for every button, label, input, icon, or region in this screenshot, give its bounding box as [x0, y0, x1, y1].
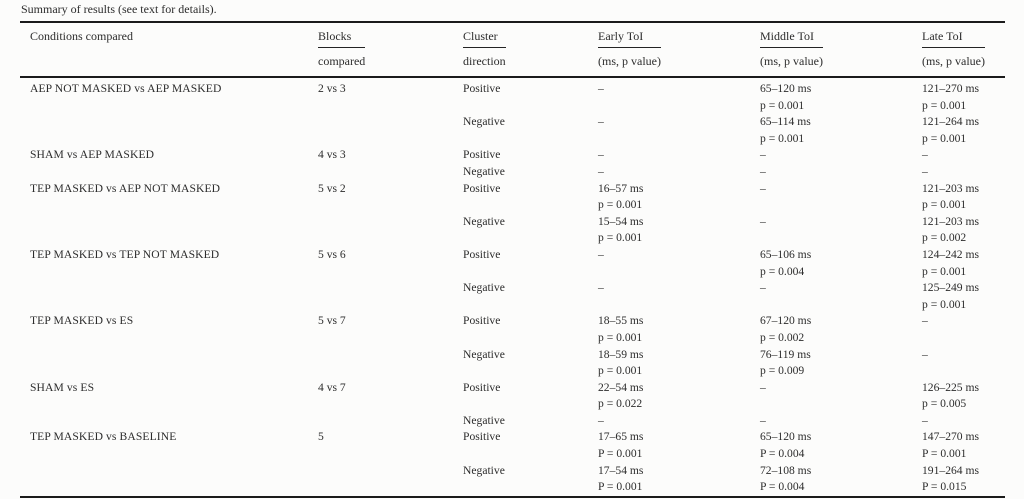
cell-line: 5 vs 2: [318, 181, 346, 195]
cell-line: p = 0.002: [760, 330, 805, 344]
table-row: [20, 181, 1005, 214]
cell-line: 17–54 ms: [598, 463, 644, 477]
late-toi-cell: [922, 347, 1005, 380]
cell-line: p = 0.001: [922, 98, 967, 112]
middle-toi-cell: [760, 164, 922, 181]
early-toi-cell: [598, 380, 760, 413]
blocks-cell: [318, 247, 463, 280]
middle-toi-cell: [760, 247, 922, 280]
condition-cell: [20, 214, 318, 247]
cell-line: Positive: [463, 430, 501, 444]
cell-line: p = 0.001: [922, 264, 967, 278]
late-toi-cell: [922, 164, 1005, 181]
middle-toi-cell: [760, 313, 922, 346]
middle-toi-cell: [760, 280, 922, 313]
late-toi-cell: [922, 313, 1005, 346]
cell-line: 4 vs 7: [318, 380, 346, 394]
table-row: [20, 313, 1005, 346]
cell-line: 17–65 ms: [598, 430, 644, 444]
condition-cell: [20, 181, 318, 214]
early-toi-cell: [598, 313, 760, 346]
cell-line: p = 0.009: [760, 364, 805, 378]
table-header: [20, 22, 1005, 77]
blocks-cell: [318, 77, 463, 114]
blocks-cell: [318, 313, 463, 346]
direction-cell: [463, 247, 598, 280]
cell-line: –: [598, 281, 604, 295]
cell-line: –: [760, 148, 766, 162]
results-table: [20, 21, 1005, 498]
table-row: [20, 280, 1005, 313]
table-row: [20, 413, 1005, 430]
condition-cell: [20, 247, 318, 280]
cell-line: Negative: [463, 115, 505, 129]
direction-cell: [463, 114, 598, 147]
late-toi-cell: [922, 380, 1005, 413]
header-cluster-direction: [463, 22, 598, 77]
cell-line: 5 vs 6: [318, 247, 346, 261]
direction-cell: [463, 413, 598, 430]
cell-line: 65–114 ms: [760, 115, 811, 129]
cell-line: 121–203 ms: [922, 181, 980, 195]
condition-cell: [20, 463, 318, 497]
cell-line: –: [760, 380, 766, 394]
middle-toi-cell: [760, 347, 922, 380]
condition-cell: [20, 280, 318, 313]
cell-line: –: [598, 247, 604, 261]
direction-cell: [463, 214, 598, 247]
late-toi-cell: [922, 413, 1005, 430]
early-toi-cell: [598, 164, 760, 181]
table-row: [20, 77, 1005, 114]
cell-line: 4 vs 3: [318, 148, 346, 162]
cell-line: p = 0.001: [598, 330, 643, 344]
cell-line: 22–54 ms: [598, 380, 644, 394]
header-late-toi: [922, 22, 1005, 77]
cell-line: Positive: [463, 148, 501, 162]
direction-cell: [463, 463, 598, 497]
cell-line: 72–108 ms: [760, 463, 812, 477]
header-early-toi: [598, 22, 760, 77]
cell-line: –: [760, 181, 766, 195]
cell-line: p = 0.022: [598, 397, 643, 411]
cell-line: 124–242 ms: [922, 247, 980, 261]
blocks-cell: [318, 280, 463, 313]
table-row: [20, 463, 1005, 497]
blocks-cell: [318, 114, 463, 147]
blocks-cell: [318, 164, 463, 181]
late-toi-cell: [922, 280, 1005, 313]
cell-line: P = 0.004: [760, 447, 805, 461]
cell-line: –: [760, 413, 766, 427]
late-toi-cell: [922, 147, 1005, 164]
condition-cell: [20, 147, 318, 164]
blocks-cell: [318, 429, 463, 462]
middle-toi-cell: [760, 413, 922, 430]
cell-line: Positive: [463, 380, 501, 394]
early-toi-cell: [598, 347, 760, 380]
direction-cell: [463, 77, 598, 114]
blocks-cell: [318, 181, 463, 214]
middle-toi-cell: [760, 181, 922, 214]
cell-line: p = 0.001: [760, 98, 805, 112]
table-caption: Summary of results (see text for details).: [21, 2, 217, 16]
cell-line: 125–249 ms: [922, 281, 980, 295]
header-early-line1: Early ToI: [598, 29, 661, 48]
header-middle-line1: Middle ToI: [760, 29, 823, 48]
condition-cell: [20, 313, 318, 346]
cell-line: p = 0.001: [760, 131, 805, 145]
cell-line: SHAM vs AEP MASKED: [30, 148, 155, 162]
cell-line: 191–264 ms: [922, 463, 980, 477]
cell-line: p = 0.001: [922, 297, 967, 311]
middle-toi-cell: [760, 147, 922, 164]
cell-line: TEP MASKED vs AEP NOT MASKED: [30, 181, 221, 195]
cell-line: SHAM vs ES: [30, 380, 95, 394]
header-middle-line2: (ms, p value): [760, 54, 823, 68]
middle-toi-cell: [760, 114, 922, 147]
cell-line: p = 0.001: [598, 231, 643, 245]
cell-line: Negative: [463, 413, 505, 427]
cell-line: –: [922, 164, 928, 178]
direction-cell: [463, 347, 598, 380]
cell-line: Positive: [463, 247, 501, 261]
cell-line: 121–203 ms: [922, 214, 980, 228]
cell-line: Negative: [463, 463, 505, 477]
condition-cell: [20, 77, 318, 114]
table-row: [20, 247, 1005, 280]
header-conditions-label: Conditions compared: [30, 29, 133, 43]
cell-line: p = 0.001: [598, 364, 643, 378]
table-row: [20, 114, 1005, 147]
cell-line: –: [598, 82, 604, 95]
header-conditions-compared: [20, 22, 318, 77]
blocks-cell: [318, 413, 463, 430]
table-row: [20, 147, 1005, 164]
condition-cell: [20, 380, 318, 413]
cell-line: 65–120 ms: [760, 430, 812, 444]
table-row: [20, 214, 1005, 247]
direction-cell: [463, 181, 598, 214]
early-toi-cell: [598, 429, 760, 462]
table-row: [20, 380, 1005, 413]
condition-cell: [20, 114, 318, 147]
cell-line: 65–106 ms: [760, 247, 812, 261]
cell-line: Negative: [463, 281, 505, 295]
header-blocks-line1: Blocks: [318, 29, 365, 48]
header-blocks-line2: compared: [318, 54, 366, 68]
middle-toi-cell: [760, 463, 922, 497]
late-toi-cell: [922, 247, 1005, 280]
early-toi-cell: [598, 147, 760, 164]
direction-cell: [463, 164, 598, 181]
cell-line: P = 0.001: [922, 447, 967, 461]
cell-line: –: [598, 413, 604, 427]
blocks-cell: [318, 347, 463, 380]
cell-line: p = 0.001: [598, 198, 643, 212]
cell-line: Negative: [463, 347, 505, 361]
late-toi-cell: [922, 429, 1005, 462]
middle-toi-cell: [760, 214, 922, 247]
cell-line: –: [922, 413, 928, 427]
condition-cell: [20, 347, 318, 380]
header-cluster-line1: Cluster: [463, 29, 506, 48]
cell-line: p = 0.005: [922, 397, 967, 411]
middle-toi-cell: [760, 380, 922, 413]
cell-line: –: [598, 115, 604, 129]
header-late-line1: Late ToI: [922, 29, 985, 48]
cell-line: Positive: [463, 82, 501, 95]
table-row: [20, 347, 1005, 380]
middle-toi-cell: [760, 77, 922, 114]
header-blocks-compared: [318, 22, 463, 77]
late-toi-cell: [922, 463, 1005, 497]
cell-line: P = 0.015: [922, 480, 967, 494]
cell-line: P = 0.001: [598, 480, 643, 494]
late-toi-cell: [922, 114, 1005, 147]
table-body: [20, 77, 1005, 497]
cell-line: 126–225 ms: [922, 380, 980, 394]
cell-line: p = 0.001: [922, 131, 967, 145]
cell-line: 15–54 ms: [598, 214, 644, 228]
early-toi-cell: [598, 181, 760, 214]
blocks-cell: [318, 380, 463, 413]
cell-line: –: [922, 314, 928, 328]
header-row: [20, 22, 1005, 77]
cell-line: –: [760, 214, 766, 228]
late-toi-cell: [922, 214, 1005, 247]
blocks-cell: [318, 147, 463, 164]
cell-line: Positive: [463, 314, 501, 328]
cell-line: 5 vs 7: [318, 314, 346, 328]
cell-line: 121–264 ms: [922, 115, 980, 129]
header-middle-toi: [760, 22, 922, 77]
cell-line: –: [598, 148, 604, 162]
cell-line: 18–59 ms: [598, 347, 644, 361]
late-toi-cell: [922, 77, 1005, 114]
cell-line: –: [598, 164, 604, 178]
table-row: [20, 164, 1005, 181]
early-toi-cell: [598, 114, 760, 147]
cell-line: 76–119 ms: [760, 347, 811, 361]
direction-cell: [463, 429, 598, 462]
cell-line: 121–270 ms: [922, 82, 980, 95]
cell-line: 65–120 ms: [760, 82, 812, 95]
cell-line: AEP NOT MASKED vs AEP MASKED: [30, 82, 222, 95]
cell-line: 147–270 ms: [922, 430, 980, 444]
condition-cell: [20, 429, 318, 462]
cell-line: p = 0.002: [922, 231, 967, 245]
cell-line: –: [922, 148, 928, 162]
cell-line: 16–57 ms: [598, 181, 644, 195]
condition-cell: [20, 164, 318, 181]
condition-cell: [20, 413, 318, 430]
cell-line: Negative: [463, 214, 505, 228]
direction-cell: [463, 313, 598, 346]
cell-line: P = 0.001: [598, 447, 643, 461]
early-toi-cell: [598, 214, 760, 247]
late-toi-cell: [922, 181, 1005, 214]
cell-line: 5: [318, 430, 324, 444]
blocks-cell: [318, 214, 463, 247]
cell-line: p = 0.004: [760, 264, 805, 278]
cell-line: 2 vs 3: [318, 82, 346, 95]
cell-line: P = 0.004: [760, 480, 805, 494]
cell-line: TEP MASKED vs ES: [30, 314, 134, 328]
table-row: [20, 429, 1005, 462]
direction-cell: [463, 380, 598, 413]
cell-line: TEP MASKED vs TEP NOT MASKED: [30, 247, 220, 261]
cell-line: –: [922, 347, 928, 361]
direction-cell: [463, 280, 598, 313]
blocks-cell: [318, 463, 463, 497]
header-late-line2: (ms, p value): [922, 54, 985, 68]
cell-line: 18–55 ms: [598, 314, 644, 328]
cell-line: –: [760, 281, 766, 295]
early-toi-cell: [598, 77, 760, 114]
cell-line: –: [760, 164, 766, 178]
early-toi-cell: [598, 247, 760, 280]
cell-line: Negative: [463, 164, 505, 178]
header-cluster-line2: direction: [463, 54, 506, 68]
early-toi-cell: [598, 413, 760, 430]
early-toi-cell: [598, 280, 760, 313]
cell-line: p = 0.001: [922, 198, 967, 212]
cell-line: Positive: [463, 181, 501, 195]
early-toi-cell: [598, 463, 760, 497]
cell-line: TEP MASKED vs BASELINE: [30, 430, 177, 444]
header-early-line2: (ms, p value): [598, 54, 661, 68]
middle-toi-cell: [760, 429, 922, 462]
cell-line: 67–120 ms: [760, 314, 812, 328]
direction-cell: [463, 147, 598, 164]
